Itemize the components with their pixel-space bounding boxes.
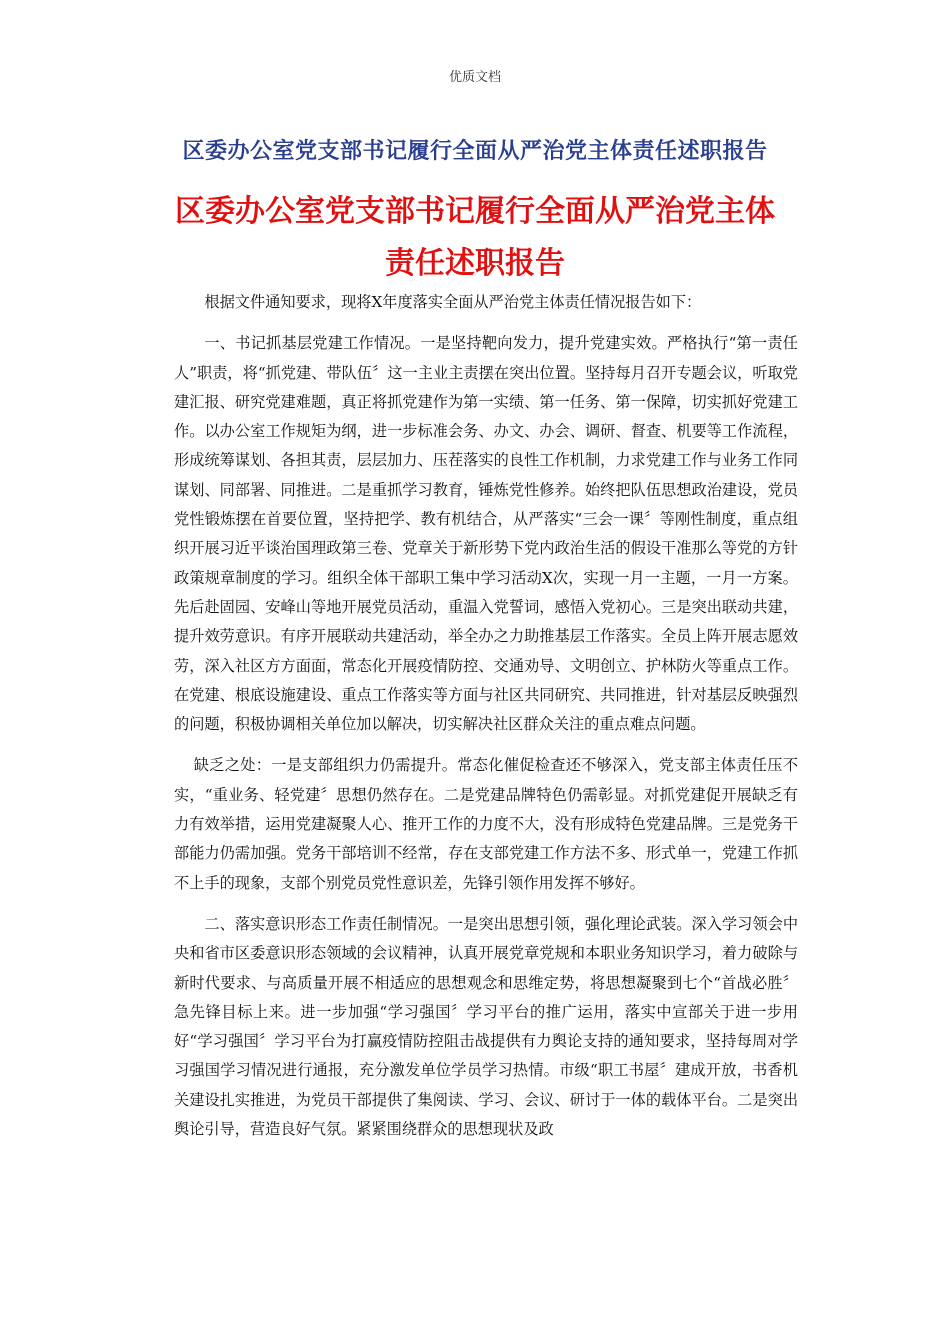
page-header: 优质文档 [448, 70, 501, 85]
document-title-large-line1: 区委办公室党支部书记履行全面从严治党主体 [175, 194, 775, 229]
paragraph-intro: 根据文件通知要求，现将X年度落实全面从严治党主体责任情况报告如下： [204, 293, 702, 311]
paragraph-party-building: 一、书记抓基层党建工作情况。一是坚持靶向发力，提升党建实效。严格执行“第一责任人”职责，将“抓党建、带队伍〞这一主业主责摆在突出位置。坚持每月召开专题会议，听取党建汇报、研究党建难题，真正将抓党建作为第一实绩、第一任务、第一保障，切实抓好党建工作。以办公室工作规矩为纲，进一步标准会务、办文、办会、调研、督查、机要等工作流程，形成统筹谋划、各担其责，层层加力、压茬落实的良性工作机制，力求党建工作与业务工作同谋划、同部署、同推进。二是重抓学习教育，锤炼党性修养。始终把队伍思想政治建设，党员党性锻炼摆在首要位置，坚持把学、教有机结合，从严落实“三会一课〞等刚性制度，重点组织开展习近平谈治国理政第三卷、党章关于新形势下党内政治生活的假设干准那么等党的方针政策规章制度的学习。组织全体干部职工集中学习活动X次，实现一月一主题，一月一方案。先后赴固园、安峰山等地开展党员活动，重温入党誓词，感悟入党初心。三是突出联动共建，提升效劳意识。有序开展联动共建活动，举全办之力助推基层工作落实。全员上阵开展志愿效劳，深入社区方方面面，常态化开展疫情防控、交通劝导、文明创立、护林防火等重点工作。在党建、根底设施建设、重点工作落实等方面与社区共同研究、共同推进，针对基层反映强烈的问题，积极协调相关单位加以解决，切实解决社区群众关注的重点难点问题。 [174, 334, 798, 734]
document-title-large [0, 186, 950, 290]
paragraph-ideology: 二、落实意识形态工作责任制情况。一是突出思想引领，强化理论武装。深入学习领会中央和省市区委意识形态领域的会议精神，认真开展党章党规和本职业务知识学习，着力破除与新时代要求、与高质量开展不相适应的思想观念和思维定势，将思想凝聚到七个“首战必胜〞急先锋目标上来。进一步加强“学习强国〞学习平台的推广运用，落实中宣部关于进一步用好“学习强国〞学习平台为打赢疫情防控阻击战提供有力舆论支持的通知要求，坚持每周对学习强国学习情况进行通报，充分激发单位学员学习热情。市级“职工书屋〞建成开放，书香机关建设扎实推进，为党员干部提供了集阅读、学习、会议、研讨于一体的载体平台。二是突出舆论引导，营造良好气氛。紧紧围绕群众的思想现状及政 [174, 914, 798, 1139]
paragraph-shortcomings: 缺乏之处：一是支部组织力仍需提升。常态化催促检查还不够深入，党支部主体责任压不实，“重业务、轻党建〞思想仍然存在。二是党建品牌特色仍需彰显。对抓党建促开展缺乏有力有效举措，运用党建凝聚人心、推开工作的力度不大，没有形成特色党建品牌。三是党务干部能力仍需加强。党务干部培训不经常，存在支部党建工作方法不多、形式单一，党建工作抓不上手的现象，支部个别党员党性意识差，先锋引领作用发挥不够好。 [174, 756, 798, 892]
document-title-small: 区委办公室党支部书记履行全面从严治党主体责任述职报告 [182, 139, 768, 164]
document-body [174, 288, 798, 1144]
document-title-large-line2: 责任述职报告 [385, 246, 565, 281]
